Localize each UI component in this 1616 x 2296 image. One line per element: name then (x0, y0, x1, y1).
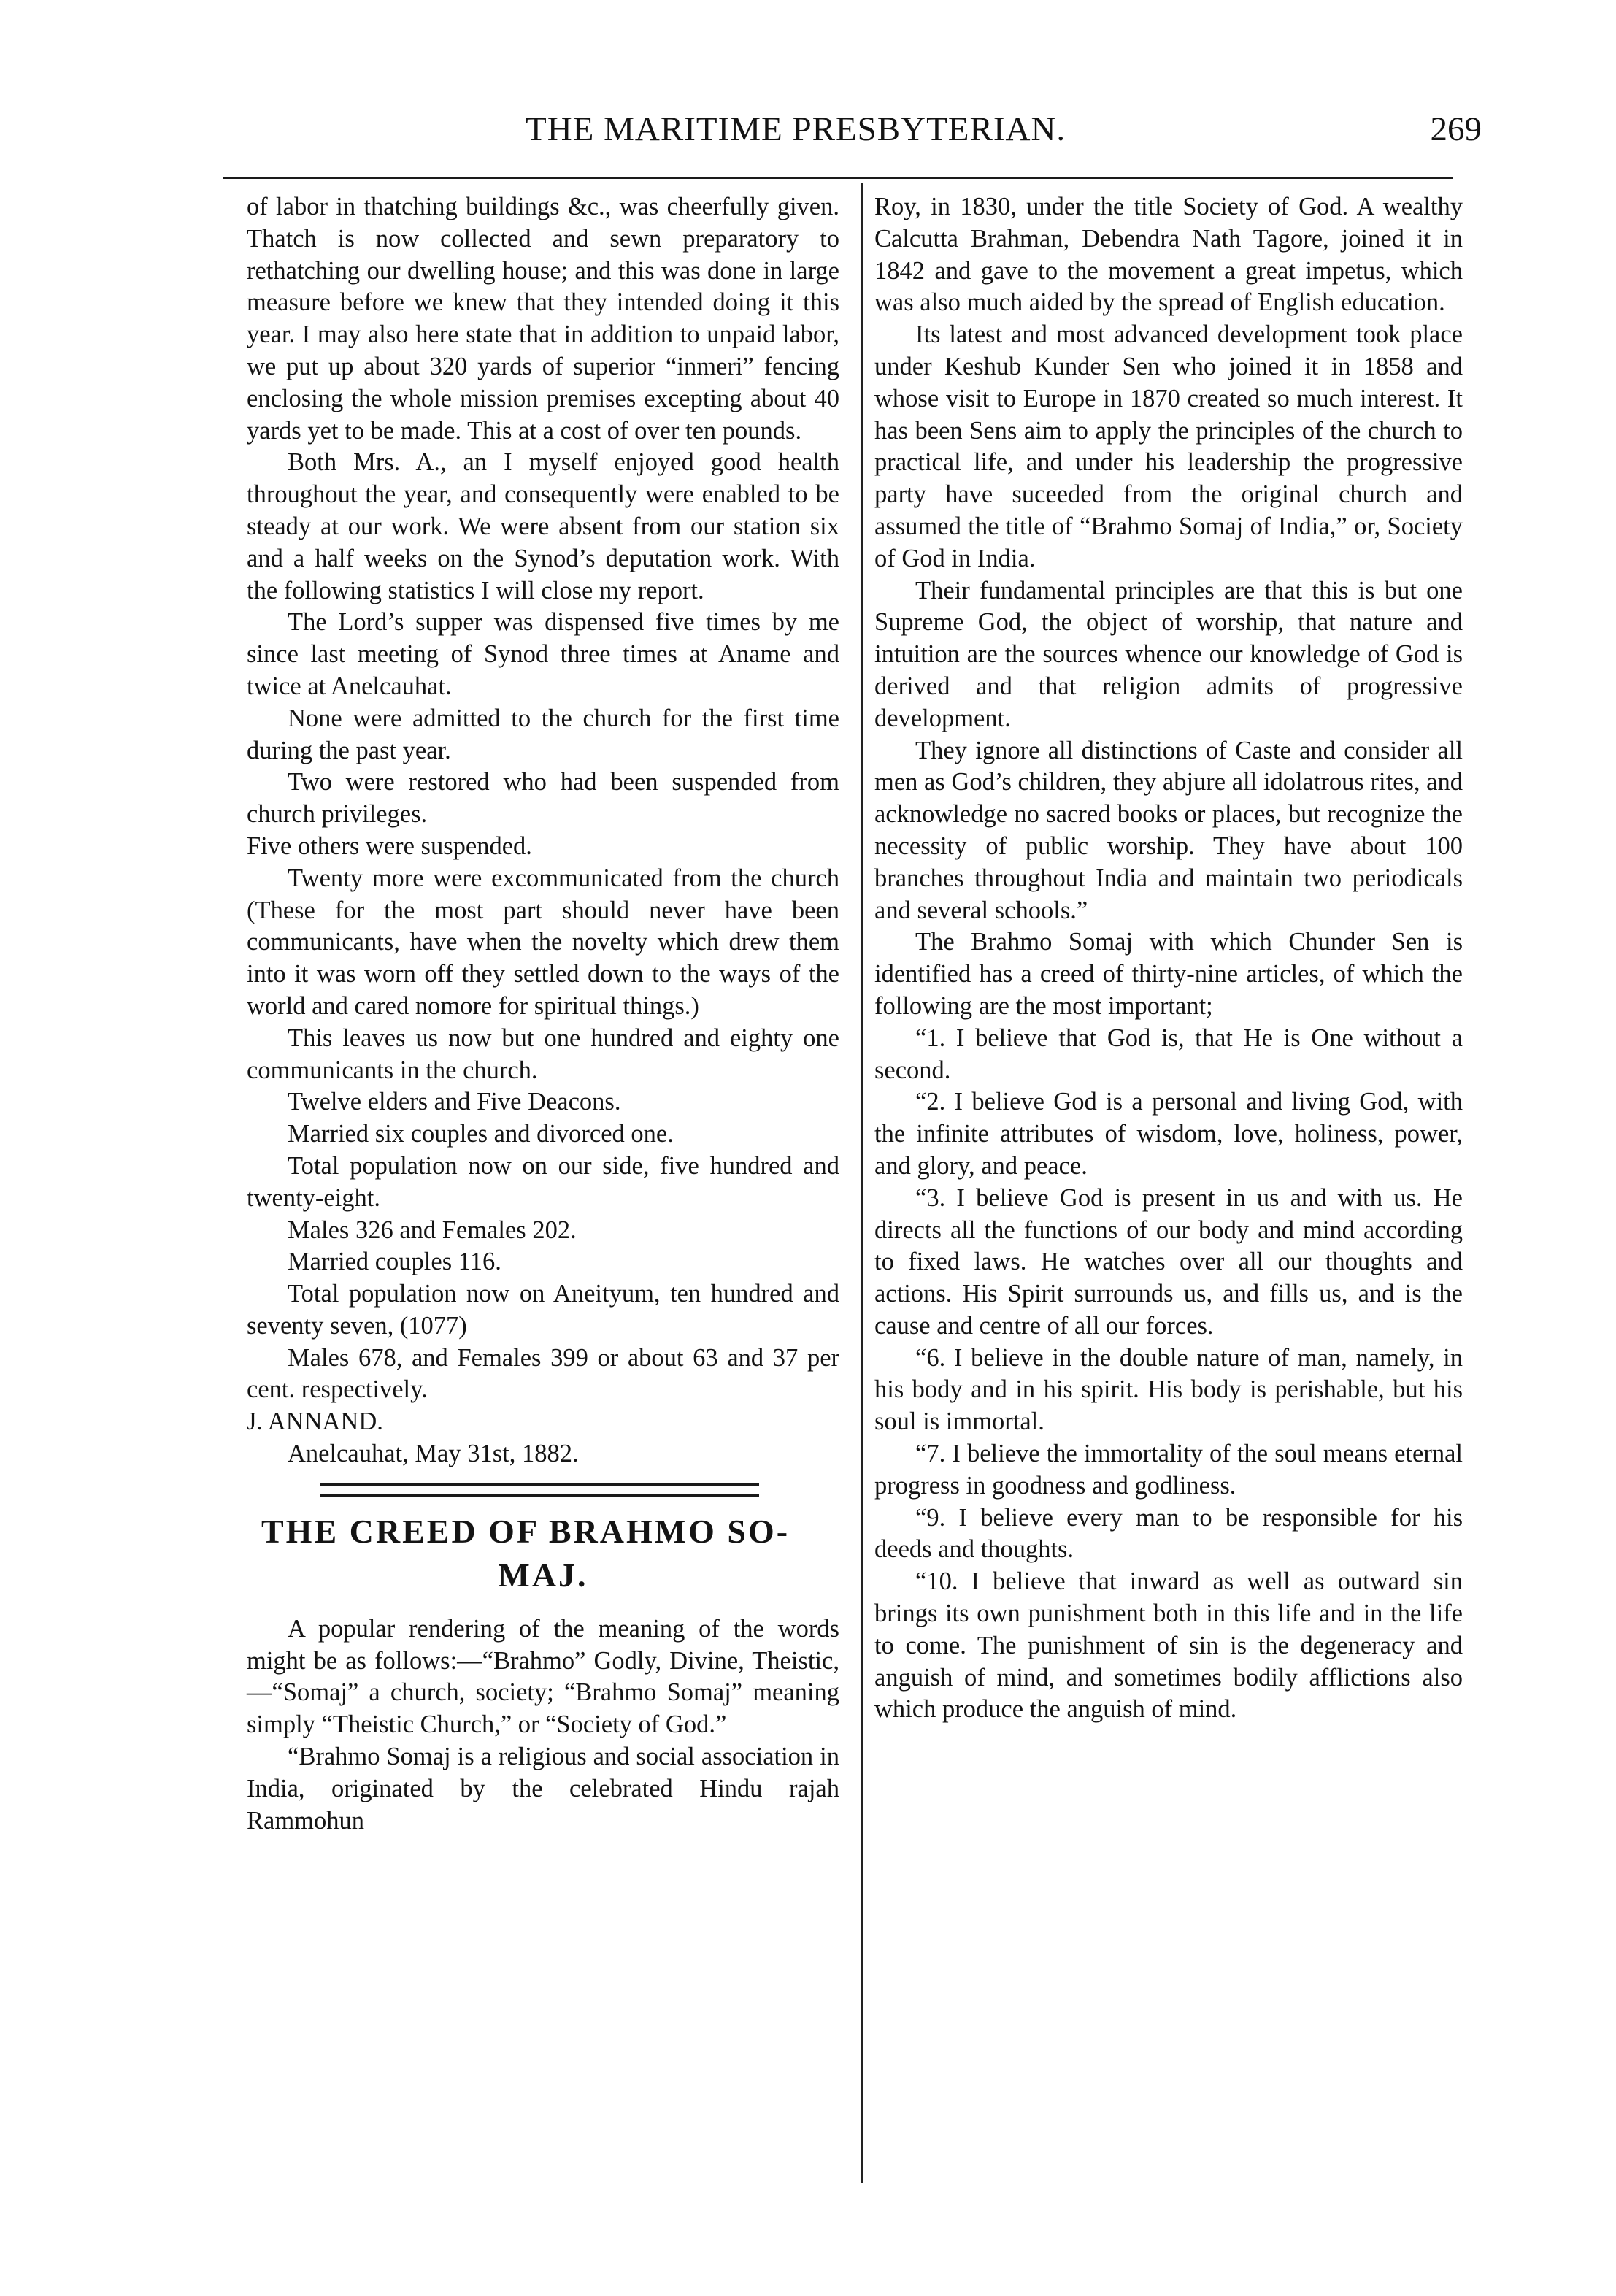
dateline: Anelcauhat, May 31st, 1882. (288, 1440, 579, 1468)
paragraph: None were admitted to the church for the first time during the past year. (247, 704, 839, 764)
paragraph: Their fundamental principles are that this is but one Supreme God, the object of worship, that nature and intuition are the sources whence our knowledge of God is derived and that religion admits of progressive development. (874, 576, 1463, 732)
creed-article: “10. I believe that inward as well as outward sin brings its own punishment both in this life and in the life to come. The punishment of sin is the degeneracy and anguish of mind, and sometimes bodily afflictions also which produce the anguish of mind. (874, 1567, 1463, 1724)
statistic-line: Total population now on our side, five hundred and twenty-eight. (247, 1151, 839, 1212)
signature: J. ANNAND. (247, 1408, 383, 1436)
paragraph: They ignore all distinctions of Caste and consider all men as God’s children, they abjure all idolatrous rites, and acknowledge no sacred books or places, but recognize the necessity of public worship. They have about 100 branches throughout India and maintain two periodicals and several schools.” (874, 736, 1463, 924)
header-rule (223, 177, 1453, 179)
paragraph: Twenty more were excommunicated from the church (These for the most part should never have been communicants, have when the novelty which drew them into it was worn off they settled down to the ways of the world and cared nomore for spiritual things.) (247, 864, 839, 1020)
paragraph: The Lord’s supper was dispensed five times by me since last meeting of Synod three times at Aname and twice at Anelcauhat. (247, 608, 839, 700)
page-number: 269 (1430, 110, 1482, 148)
paragraph: The Brahmo Somaj with which Chunder Sen is identified has a creed of thirty-nine articles, of which the following are the most important; (874, 928, 1463, 1020)
creed-article: “9. I believe every man to be responsible for his deeds and thoughts. (874, 1503, 1463, 1564)
right-column (874, 191, 1463, 1726)
section-heading-line-2: MAJ. (498, 1556, 588, 1594)
statistic-line: Males 678, and Females 399 or about 63 and 37 per cent. respectively. (247, 1343, 839, 1404)
paragraph: Both Mrs. A., an I myself enjoyed good health throughout the year, and consequently were enabled to be steady at our work. We were absent from our station six and a half weeks on the Synod’s deputation work. With the following statistics I will close my report. (247, 448, 839, 604)
section-heading-line-1: THE CREED OF BRAHMO SO- (261, 1512, 790, 1550)
section-heading (247, 1510, 839, 1597)
paragraph: Roy, in 1830, under the title Society of God. A wealthy Calcutta Brahman, Debendra Nath Tagore, joined it in 1842 and gave to the movement a great impetus, which was also much aided by the spread of English education. (874, 193, 1463, 317)
paragraph: Two were restored who had been suspended from church privileges. (247, 768, 839, 829)
paragraph: A popular rendering of the meaning of the words might be as follows:—“Brahmo” Godly, Divine, Theistic,—“Somaj” a church, society; “Brahmo Somaj” meaning simply “Theistic Church,” or “Society of God.” (247, 1614, 839, 1739)
paragraph: Its latest and most advanced development took place under Keshub Kunder Sen who joined it in 1858 and whose visit to Europe in 1870 created so much interest. It has been Sens aim to apply the principles of the church to practical life, and under his leadership the progressive party have suceeded from the original church and assumed the title of “Brahmo Somaj of India,” or, Society of God in India. (874, 320, 1463, 572)
statistic-line: Males 326 and Females 202. (288, 1216, 577, 1244)
left-column (247, 191, 839, 1837)
creed-article: “2. I believe God is a personal and living God, with the infinite attributes of wisdom, love, holiness, power, and glory, and peace. (874, 1088, 1463, 1180)
statistic-line: Married couples 116. (288, 1248, 501, 1276)
statistic-line: Married six couples and divorced one. (288, 1120, 674, 1148)
journal-title: THE MARITIME PRESBYTERIAN. (526, 110, 1066, 148)
paragraph: “Brahmo Somaj is a religious and social association in India, originated by the celebrated Hindu rajah Rammohun (247, 1743, 839, 1835)
section-separator (320, 1483, 759, 1497)
running-header (219, 110, 1482, 168)
statistic-line: Twelve elders and Five Deacons. (288, 1088, 621, 1116)
column-divider (861, 183, 863, 2183)
creed-article: “7. I believe the immortality of the soul means eternal progress in goodness and godliness. (874, 1440, 1463, 1500)
creed-article: “6. I believe in the double nature of man, namely, in his body and in his spirit. His body is perishable, but his soul is immortal. (874, 1343, 1463, 1436)
paragraph: This leaves us now but one hundred and eighty one communicants in the church. (247, 1024, 839, 1084)
creed-article: “3. I believe God is present in us and with us. He directs all the functions of our body and mind according to fixed laws. He watches over all our thoughts and actions. His Spirit surrounds us, and fills us, and is the cause and centre of all our forces. (874, 1183, 1463, 1340)
statistic-line: Total population now on Aneityum, ten hundred and seventy seven, (1077) (247, 1280, 839, 1340)
paragraph: Five others were suspended. (247, 832, 532, 860)
paragraph: of labor in thatching buildings &c., was cheerfully given. Thatch is now collected and sewn preparatory to rethatching our dwelling house; and this was done in large measure before we knew that they intended doing it this year. I may also here state that in addition to unpaid labor, we put up about 320 yards of superior “inmeri” fencing enclosing the whole mission premises excepting about 40 yards yet to be made. This at a cost of over ten pounds. (247, 193, 839, 445)
creed-article: “1. I believe that God is, that He is One without a second. (874, 1024, 1463, 1084)
